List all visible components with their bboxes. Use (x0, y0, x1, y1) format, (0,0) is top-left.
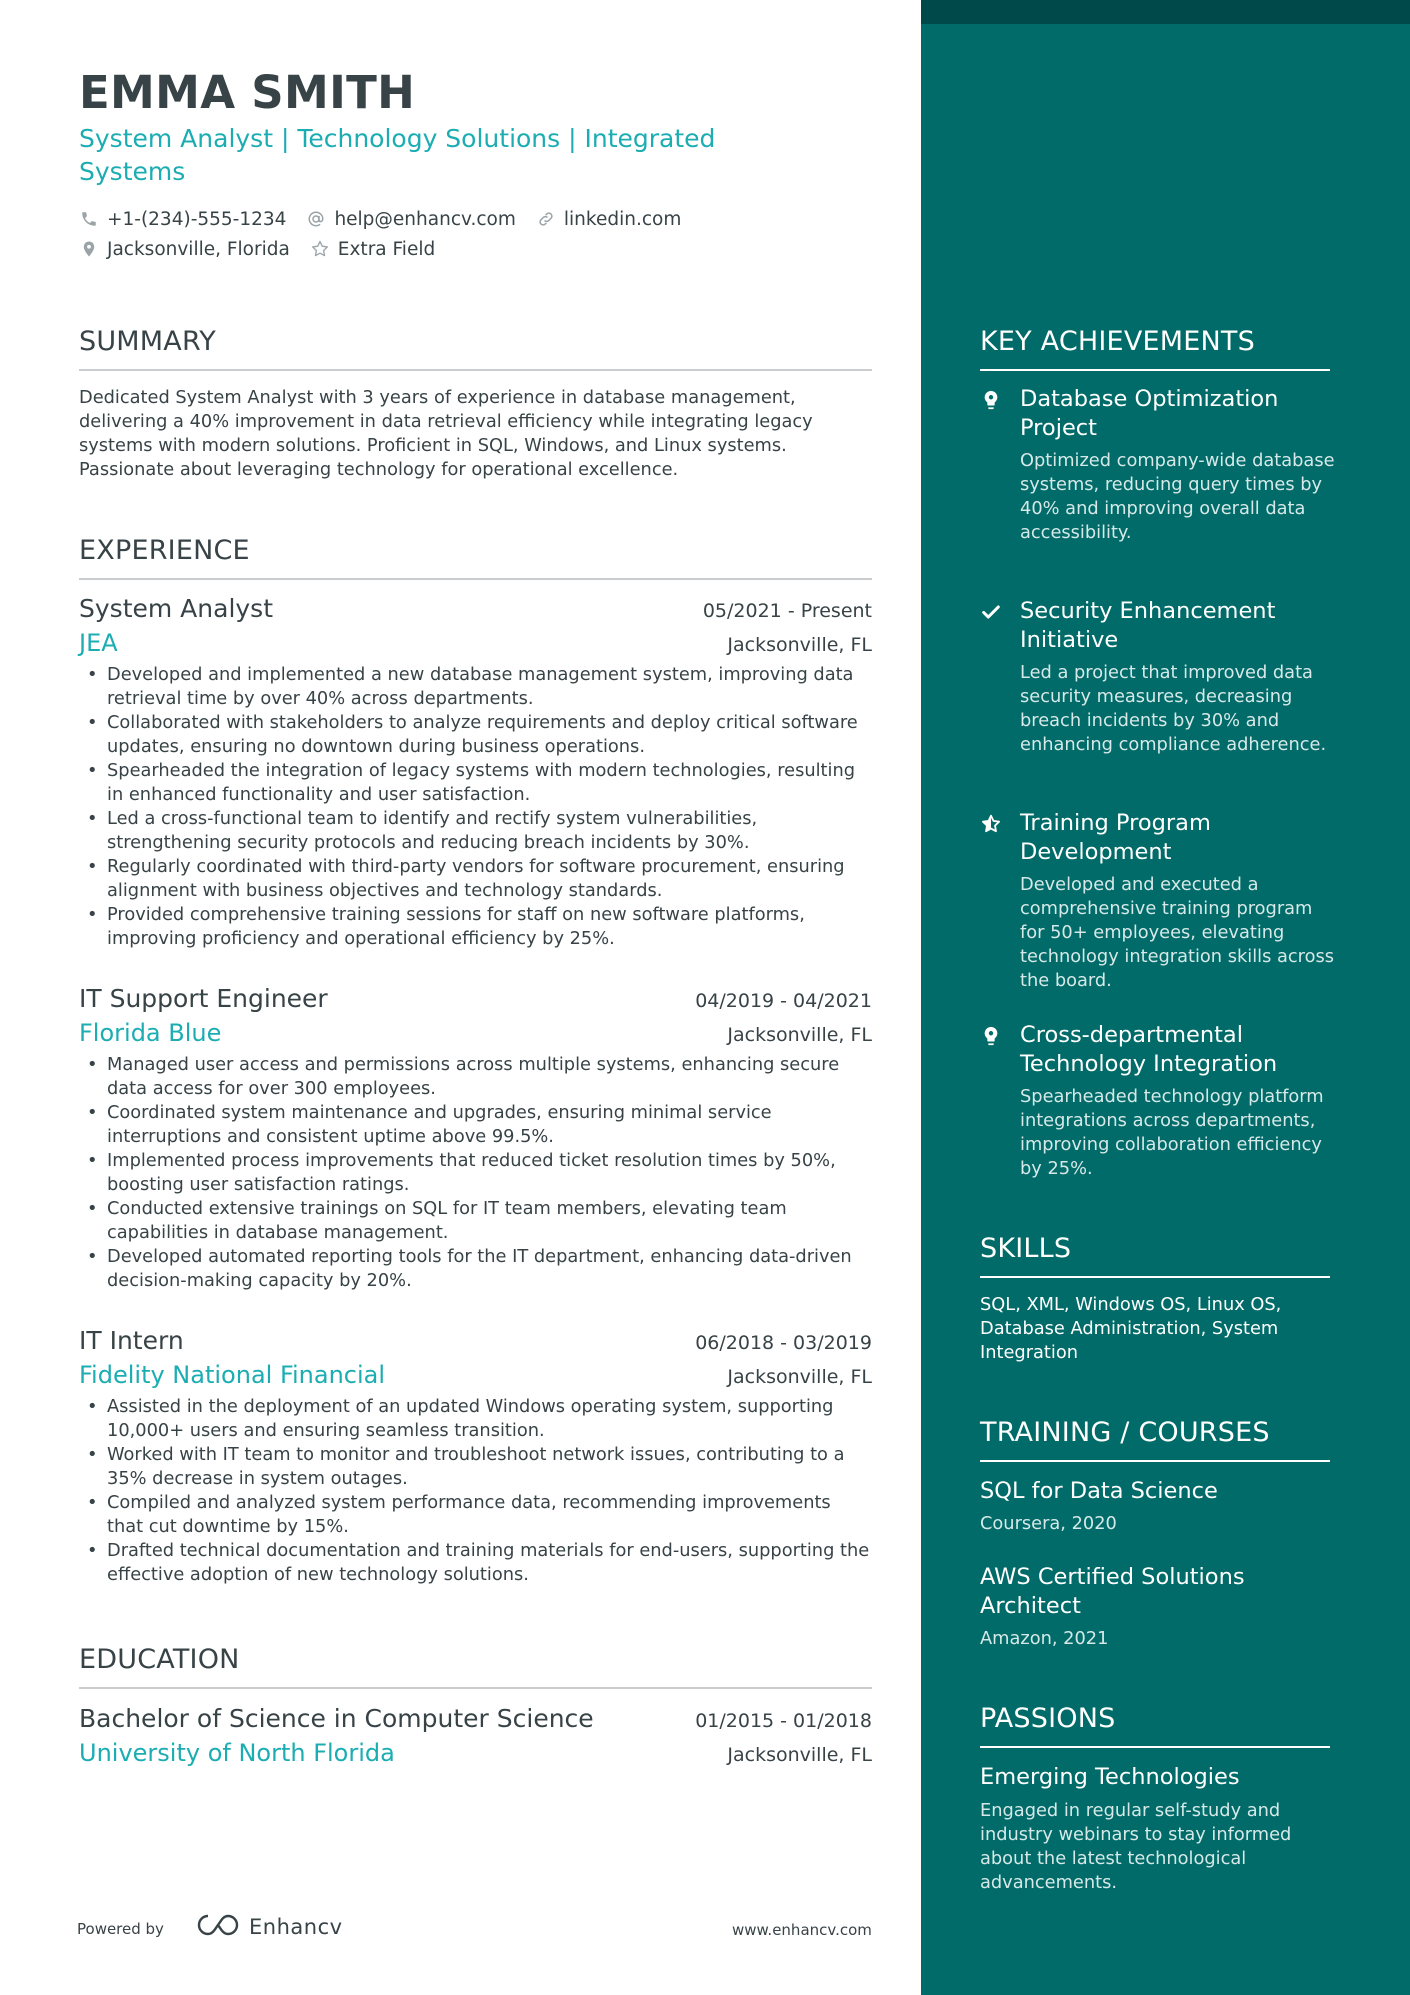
bullet-item: • Regularly coordinated with third-party vendors for software procurement, ensuring alignment with business objectives and technology standards. (107, 855, 872, 903)
achievement-item (980, 809, 1340, 993)
bullet-item: • Led a cross-functional team to identify and rectify system vulnerabilities, strengthening security protocols and reducing breach incidents by 30%. (107, 807, 872, 855)
contact-phone[interactable] (79, 209, 286, 230)
enhancv-logo[interactable] (195, 1912, 343, 1942)
sidebar-top-bar (921, 0, 1410, 24)
skills-text: SQL, XML, Windows OS, Linux OS, Database Administration, System Integration (980, 1294, 1282, 1363)
job-title: System Analyst (79, 594, 274, 623)
lightbulb-icon (980, 1025, 1004, 1049)
achievement-desc: Led a project that improved data security measures, decreasing breach incidents by 30% and enhancing compliance adherence. (1020, 662, 1327, 755)
education-heading: EDUCATION (79, 1644, 872, 1689)
contact-email[interactable] (306, 209, 515, 230)
sidebar (921, 0, 1410, 1995)
education-entry (79, 1704, 872, 1767)
training-heading: TRAINING / COURSES (980, 1417, 1330, 1462)
course-title: AWS Certified Solutions Architect (980, 1564, 1245, 1619)
lightbulb-icon (980, 389, 1004, 413)
job-date: 06/2018 - 03/2019 (695, 1332, 872, 1354)
contact-link[interactable] (536, 209, 681, 230)
job-title: IT Support Engineer (79, 984, 328, 1013)
contact-extra (310, 239, 435, 260)
bullet-item: • Compiled and analyzed system performance data, recommending improvements that cut downtime by 15%. (107, 1491, 872, 1539)
link-text: linkedin.com (563, 208, 682, 230)
bullet-item: • Managed user access and permissions across multiple systems, enhancing secure data access for over 300 employees. (107, 1053, 872, 1101)
course-item (980, 1477, 1330, 1534)
checkmark-icon (980, 601, 1004, 625)
summary-text: Dedicated System Analyst with 3 years of experience in database management, delivering a 40% improvement in data retrieval efficiency while integrating legacy systems with modern solutions. Proficient in SQL, Windows, and Linux systems. Passionate about leveraging technology for operational excellence. (79, 387, 813, 480)
bullet-item: • Provided comprehensive training sessions for staff on new software platforms, improving proficiency and operational efficiency by 25%. (107, 903, 872, 951)
bullet-item: • Conducted extensive trainings on SQL for IT team members, elevating team capabilities in database management. (107, 1197, 872, 1245)
passion-title: Emerging Technologies (980, 1764, 1240, 1790)
phone-text: +1-(234)-555-1234 (107, 208, 287, 230)
location-text: Jacksonville, Florida (107, 238, 290, 260)
job-bullets (79, 663, 872, 951)
course-provider: Amazon, 2021 (980, 1628, 1109, 1649)
bullet-item: • Drafted technical documentation and training materials for end-users, supporting the effective adoption of new technology solutions. (107, 1539, 872, 1587)
job-company: Florida Blue (79, 1019, 222, 1047)
candidate-name: EMMA SMITH (79, 66, 416, 119)
achievement-title: Training Program Development (1020, 810, 1211, 865)
degree-title: Bachelor of Science in Computer Science (79, 1704, 594, 1733)
passion-desc: Engaged in regular self-study and industry webinars to stay informed about the latest technological advancements. (980, 1800, 1292, 1893)
enhancv-brand: Enhancv (249, 1915, 343, 1939)
job-date: 05/2021 - Present (702, 600, 872, 622)
course-title: SQL for Data Science (980, 1478, 1218, 1504)
candidate-title: System Analyst | Technology Solutions | Integrated Systems (79, 124, 716, 186)
star-icon (980, 813, 1004, 837)
bullet-item: • Assisted in the deployment of an updated Windows operating system, supporting 10,000+ users and ensuring seamless transition. (107, 1395, 872, 1443)
achievement-item (980, 385, 1340, 545)
location-pin-icon (79, 239, 99, 259)
achievement-desc: Developed and executed a comprehensive training program for 50+ employees, elevating technology integration skills across the board. (1020, 874, 1335, 991)
achievements-heading: KEY ACHIEVEMENTS (980, 326, 1330, 371)
job-company: Fidelity National Financial (79, 1361, 386, 1389)
school-name: University of North Florida (79, 1739, 395, 1767)
course-provider: Coursera, 2020 (980, 1513, 1117, 1534)
bullet-item: • Collaborated with stakeholders to analyze requirements and deploy critical software updates, ensuring no downtown during business operations. (107, 711, 872, 759)
powered-by-label: Powered by (77, 1920, 164, 1938)
bullet-item: • Worked with IT team to monitor and troubleshoot network issues, contributing to a 35% decrease in system outages. (107, 1443, 872, 1491)
bullet-item: • Coordinated system maintenance and upgrades, ensuring minimal service interruptions and consistent uptime above 99.5%. (107, 1101, 872, 1149)
contact-location (79, 239, 290, 260)
footer-url[interactable]: www.enhancv.com (732, 1921, 872, 1939)
job-location: Jacksonville, FL (727, 1366, 872, 1388)
achievement-title: Cross-departmental Technology Integration (1020, 1022, 1278, 1077)
education-date: 01/2015 - 01/2018 (695, 1710, 872, 1732)
bullet-item: • Developed automated reporting tools for the IT department, enhancing data-driven decision-making capacity by 20%. (107, 1245, 872, 1293)
job-entry (79, 1326, 872, 1587)
job-bullets (79, 1053, 872, 1293)
summary-heading: SUMMARY (79, 326, 872, 371)
email-text: help@enhancv.com (334, 208, 516, 230)
at-sign-icon (306, 209, 326, 229)
job-location: Jacksonville, FL (727, 1024, 872, 1046)
passion-item (980, 1763, 1330, 1895)
enhancv-logo-icon (195, 1912, 241, 1942)
bullet-item: • Spearheaded the integration of legacy systems with modern technologies, resulting in enhanced functionality and user satisfaction. (107, 759, 872, 807)
achievement-item (980, 597, 1340, 757)
experience-heading: EXPERIENCE (79, 535, 872, 580)
star-outline-icon (310, 239, 330, 259)
bullet-item: • Implemented process improvements that reduced ticket resolution times by 50%, boosting user satisfaction ratings. (107, 1149, 872, 1197)
job-location: Jacksonville, FL (727, 634, 872, 656)
job-date: 04/2019 - 04/2021 (695, 990, 872, 1012)
achievement-desc: Optimized company-wide database systems, reducing query times by 40% and improving overall data accessibility. (1020, 450, 1335, 543)
phone-icon (79, 209, 99, 229)
education-location: Jacksonville, FL (727, 1744, 872, 1766)
extra-text: Extra Field (337, 238, 436, 260)
achievement-title: Security Enhancement Initiative (1020, 598, 1276, 653)
job-title: IT Intern (79, 1326, 184, 1355)
achievement-desc: Spearheaded technology platform integrations across departments, improving collaboration efficiency by 25%. (1020, 1086, 1324, 1179)
passions-heading: PASSIONS (980, 1703, 1330, 1748)
contact-info (79, 204, 879, 264)
job-bullets (79, 1395, 872, 1587)
skills-heading: SKILLS (980, 1233, 1330, 1278)
job-entry (79, 594, 872, 951)
achievement-title: Database Optimization Project (1020, 386, 1279, 441)
job-entry (79, 984, 872, 1293)
course-item (980, 1563, 1330, 1649)
achievement-item (980, 1021, 1340, 1181)
bullet-item: • Developed and implemented a new database management system, improving data retrieval time by over 40% across departments. (107, 663, 872, 711)
link-icon (536, 209, 556, 229)
job-company: JEA (79, 629, 118, 657)
